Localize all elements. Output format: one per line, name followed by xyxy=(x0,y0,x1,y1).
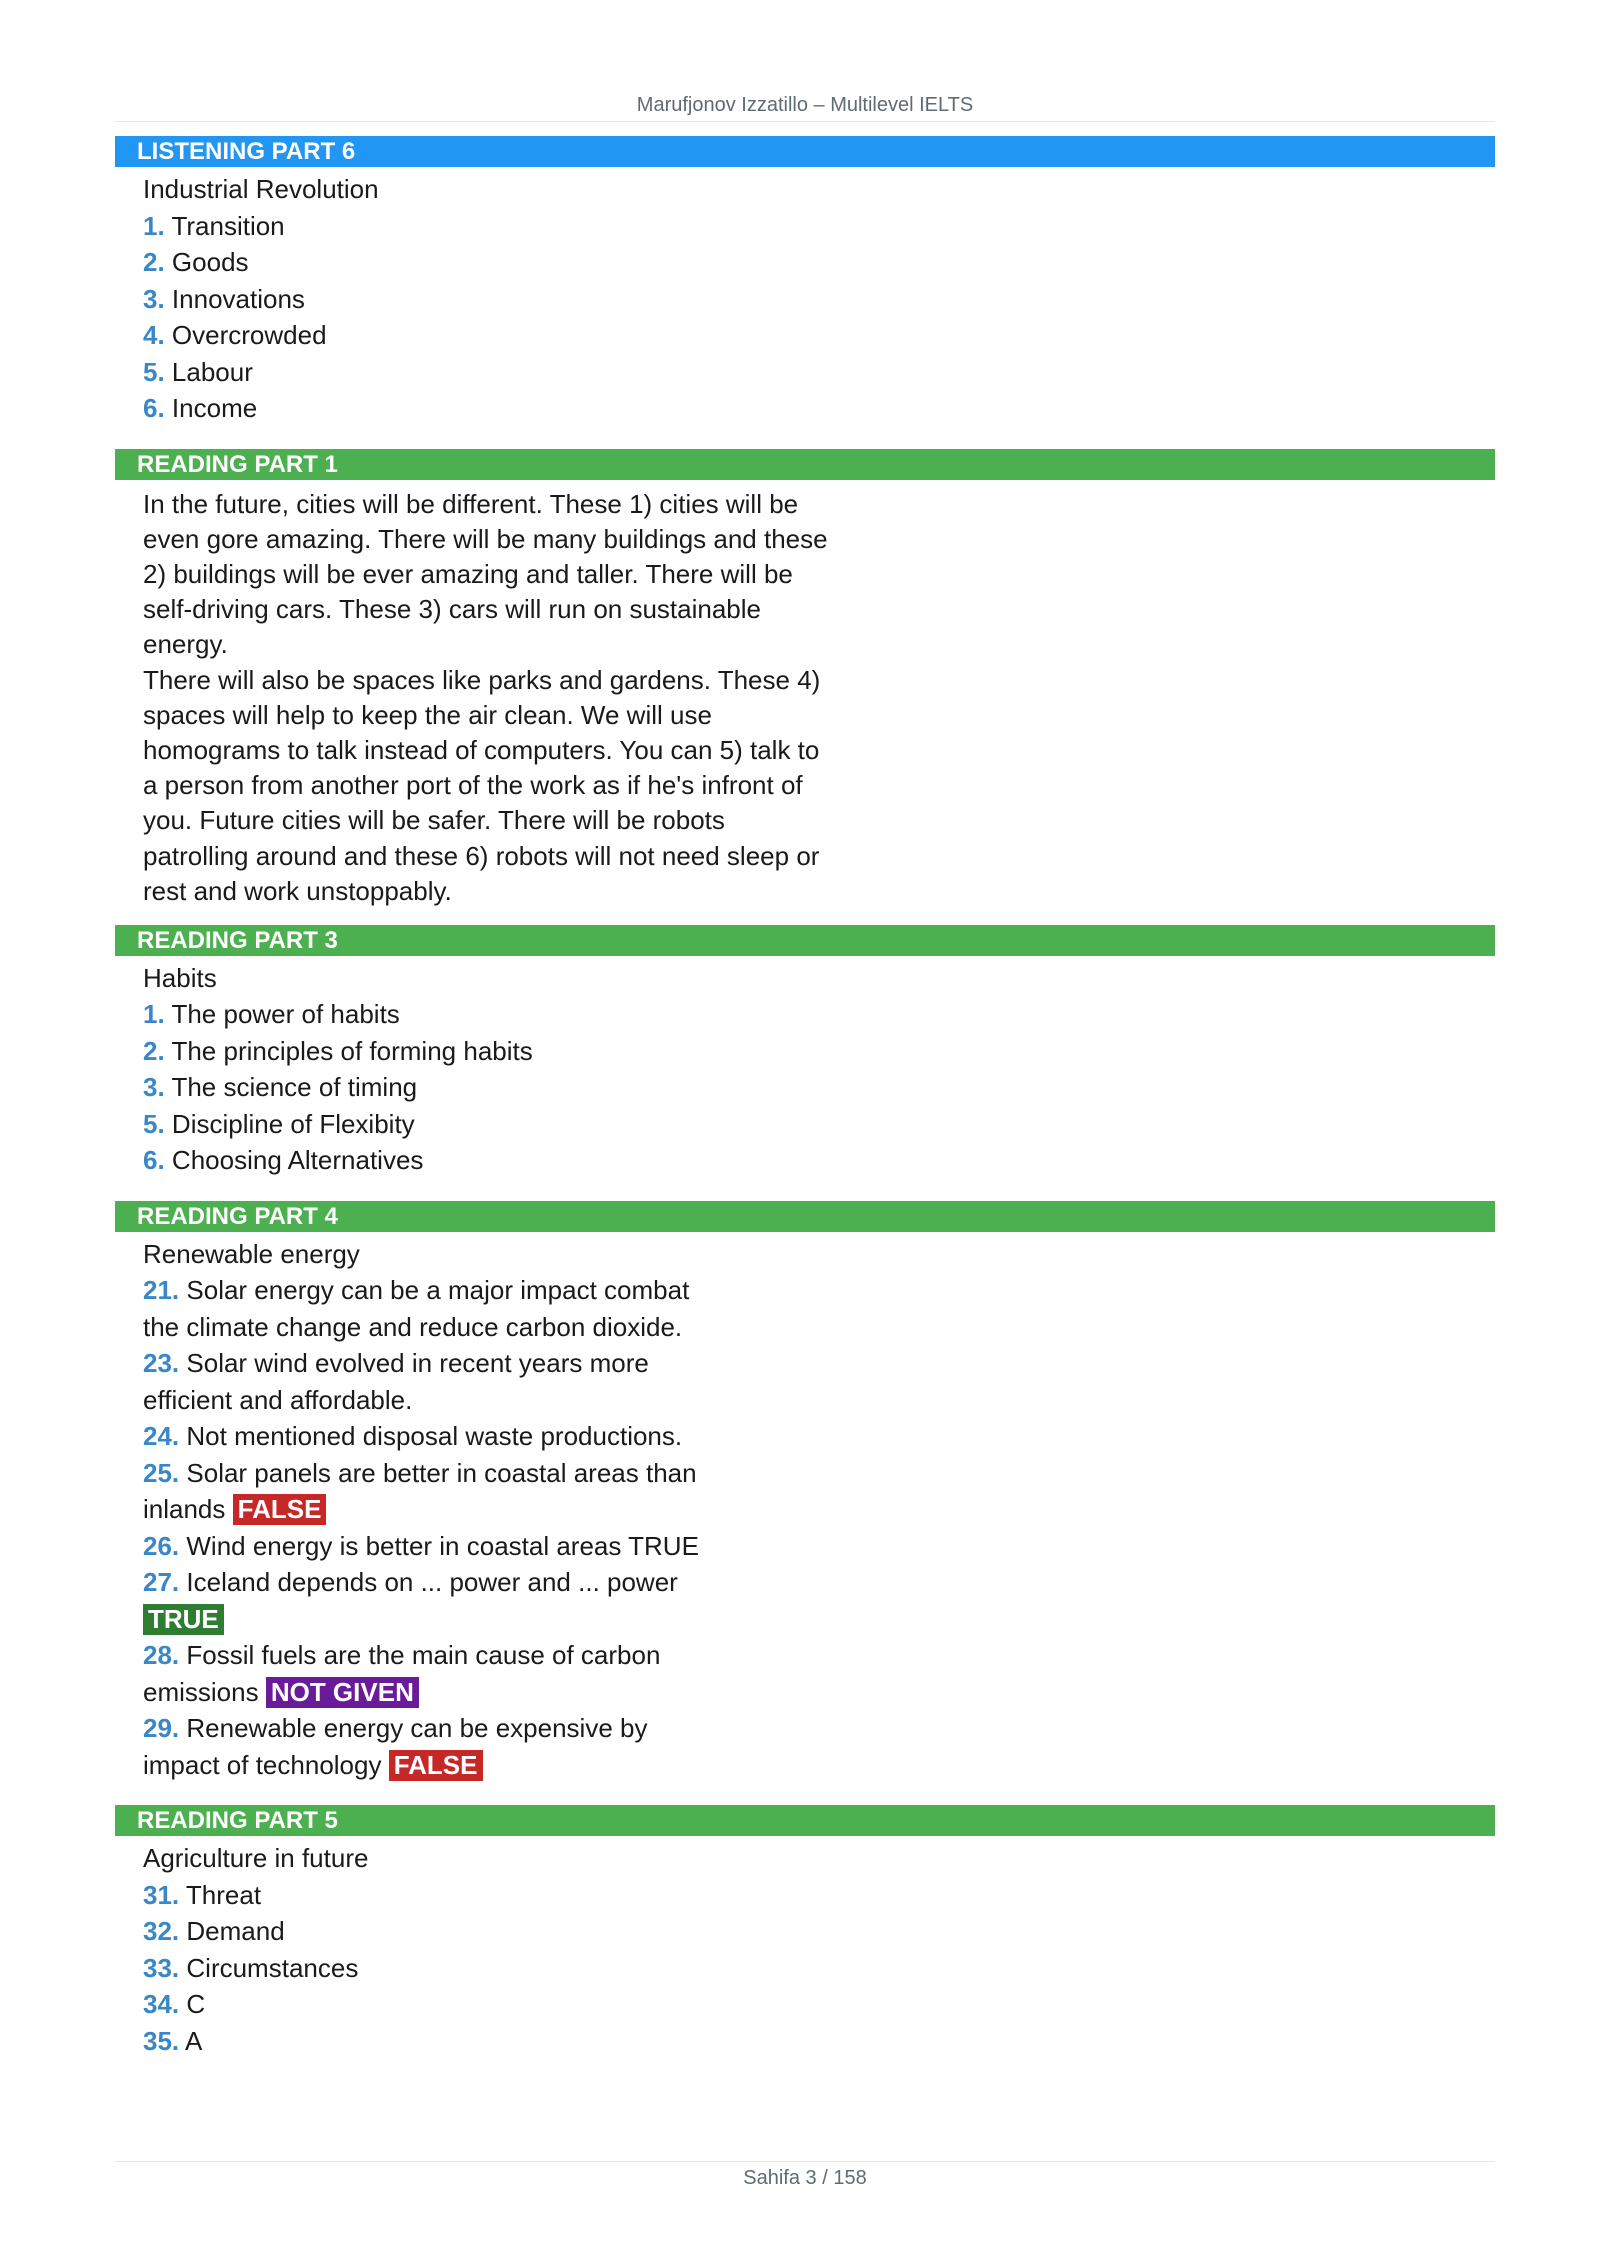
answer-number: 33. xyxy=(143,1952,180,1983)
section-spacer xyxy=(115,909,1495,925)
answer-item xyxy=(143,390,1495,427)
answer-item xyxy=(143,1455,1495,1492)
paragraph-1: In the future, cities will be different. These 1) cities will be even gore amazing. There will be many buildings and these 2) buildings will be ever amazing and taller. There will be self-driving cars. These 3) cars will run on sustainable energy. xyxy=(143,488,828,660)
answer-item xyxy=(143,1106,1495,1143)
answer-item xyxy=(143,1142,1495,1179)
section-heading-reading-part-4: READING PART 4 xyxy=(115,1201,1495,1232)
section-reading-part-3 xyxy=(115,960,1495,1179)
answer-number: 3. xyxy=(143,283,165,314)
topic-title: Habits xyxy=(143,962,217,993)
answer-text: Innovations xyxy=(171,283,305,314)
answer-item xyxy=(143,1033,1495,1070)
answer-number: 6. xyxy=(143,1145,165,1176)
answer-item xyxy=(143,996,1495,1033)
summary-paragraph xyxy=(143,487,833,909)
answer-text: The power of habits xyxy=(171,999,400,1030)
answer-text: A xyxy=(184,2025,203,2056)
answer-text: Fossil fuels are the main cause of carbon xyxy=(186,1640,661,1671)
section-heading-reading-part-5: READING PART 5 xyxy=(115,1805,1495,1836)
topic-title: Renewable energy xyxy=(143,1238,360,1269)
answer-number: 2. xyxy=(143,247,165,277)
topic-title: Agriculture in future xyxy=(143,1843,369,1874)
answer-text: emissions xyxy=(143,1676,259,1707)
answer-item xyxy=(143,1986,1495,2023)
answer-number: 24. xyxy=(143,1421,180,1452)
false-badge: FALSE xyxy=(389,1750,483,1781)
answer-item xyxy=(143,281,1495,318)
section-heading-reading-part-1: READING PART 1 xyxy=(115,449,1495,480)
footer-divider xyxy=(115,2161,1495,2162)
answer-item xyxy=(143,1950,1495,1987)
answer-item xyxy=(143,1710,1495,1747)
answer-text: Wind energy is better in coastal areas TRUE xyxy=(186,1530,699,1561)
answer-text: Threat xyxy=(185,1879,262,1910)
section-heading-listening-part-6: LISTENING PART 6 xyxy=(115,136,1495,167)
answer-text: Transition xyxy=(171,210,285,241)
answer-text: Iceland depends on ... power and ... power xyxy=(186,1567,678,1598)
header-divider xyxy=(115,121,1495,122)
running-header: Marufjonov Izzatillo – Multilevel IELTS xyxy=(636,94,974,116)
answer-item xyxy=(143,1877,1495,1914)
answer-number: 26. xyxy=(143,1530,180,1561)
answer-text: impact of technology xyxy=(143,1749,382,1780)
answer-continuation: efficient and affordable. xyxy=(143,1384,413,1415)
answer-number: 3. xyxy=(143,1072,165,1103)
answer-item xyxy=(143,1272,1495,1309)
answer-number: 21. xyxy=(143,1275,180,1306)
answer-text: The science of timing xyxy=(171,1072,418,1103)
answer-text: Renewable energy can be expensive by xyxy=(186,1713,648,1744)
answer-number: 25. xyxy=(143,1457,180,1488)
answer-number: 4. xyxy=(143,320,165,350)
topic-title: Industrial Revolution xyxy=(143,174,379,204)
answer-text: Solar wind evolved in recent years more xyxy=(186,1348,649,1379)
answer-continuation xyxy=(143,1674,1495,1711)
answer-item xyxy=(143,1913,1495,1950)
answer-text: The principles of forming habits xyxy=(171,1035,533,1066)
answer-item xyxy=(143,1528,1495,1565)
answer-number: 31. xyxy=(143,1879,180,1910)
answer-item xyxy=(143,244,1495,281)
answer-number: 32. xyxy=(143,1916,180,1947)
answer-continuation xyxy=(143,1747,1495,1784)
page-content xyxy=(115,136,1495,2059)
answer-number: 1. xyxy=(143,999,165,1030)
answer-continuation xyxy=(143,1491,1495,1528)
answer-text: Choosing Alternatives xyxy=(171,1145,424,1176)
section-spacer xyxy=(115,1179,1495,1201)
answer-text: Overcrowded xyxy=(171,320,327,350)
answer-text: Demand xyxy=(186,1916,285,1947)
section-spacer xyxy=(115,427,1495,449)
answer-number: 34. xyxy=(143,1989,180,2020)
answer-text: Labour xyxy=(171,356,253,387)
page-number-footer: Sahifa 3 / 158 xyxy=(743,2167,867,2189)
answer-text: inlands xyxy=(143,1494,226,1525)
answer-item xyxy=(143,208,1495,245)
answer-number: 2. xyxy=(143,1035,165,1066)
answer-number: 29. xyxy=(143,1713,180,1744)
section-reading-part-4 xyxy=(115,1236,1495,1784)
answer-number: 35. xyxy=(143,2025,180,2056)
section-heading-reading-part-3: READING PART 3 xyxy=(115,925,1495,956)
section-spacer xyxy=(115,1783,1495,1805)
answer-number: 5. xyxy=(143,356,165,387)
false-badge: FALSE xyxy=(233,1494,327,1525)
section-reading-part-5 xyxy=(115,1840,1495,2059)
section-reading-part-1 xyxy=(115,487,1495,909)
answer-item xyxy=(143,354,1495,391)
answer-continuation xyxy=(143,1601,1495,1638)
answer-item xyxy=(143,1564,1495,1601)
answer-text: Discipline of Flexibity xyxy=(171,1108,415,1139)
answer-text: C xyxy=(186,1989,206,2020)
answer-number: 27. xyxy=(143,1567,180,1598)
answer-number: 28. xyxy=(143,1640,180,1671)
answer-text: Circumstances xyxy=(186,1952,359,1983)
answer-text: Goods xyxy=(171,247,249,277)
answer-item xyxy=(143,1637,1495,1674)
answer-item xyxy=(143,1069,1495,1106)
answer-item xyxy=(143,317,1495,354)
answer-item xyxy=(143,1418,1495,1455)
true-badge: TRUE xyxy=(143,1604,224,1635)
answer-text: Solar panels are better in coastal areas than xyxy=(186,1457,697,1488)
answer-number: 1. xyxy=(143,210,165,241)
answer-text: Solar energy can be a major impact combat xyxy=(186,1275,690,1306)
answer-text: Income xyxy=(171,393,258,423)
paragraph-2: There will also be spaces like parks and gardens. These 4) spaces will help to keep the air clean. We will use homograms to talk instead of computers. You can 5) talk to a person from another port of the work as if he's infront of you. Future cities will be safer. There will be robots patrolling around and these 6) robots will not need sleep or rest and work unstoppably. xyxy=(143,664,821,906)
answer-number: 6. xyxy=(143,393,165,423)
answer-number: 23. xyxy=(143,1348,180,1379)
answer-text: Not mentioned disposal waste productions. xyxy=(186,1421,683,1452)
answer-item xyxy=(143,2023,1495,2060)
not-given-badge: NOT GIVEN xyxy=(266,1677,419,1708)
answer-item xyxy=(143,1345,1495,1382)
answer-number: 5. xyxy=(143,1108,165,1139)
answer-continuation: the climate change and reduce carbon dioxide. xyxy=(143,1311,683,1342)
section-listening-part-6 xyxy=(115,171,1495,427)
